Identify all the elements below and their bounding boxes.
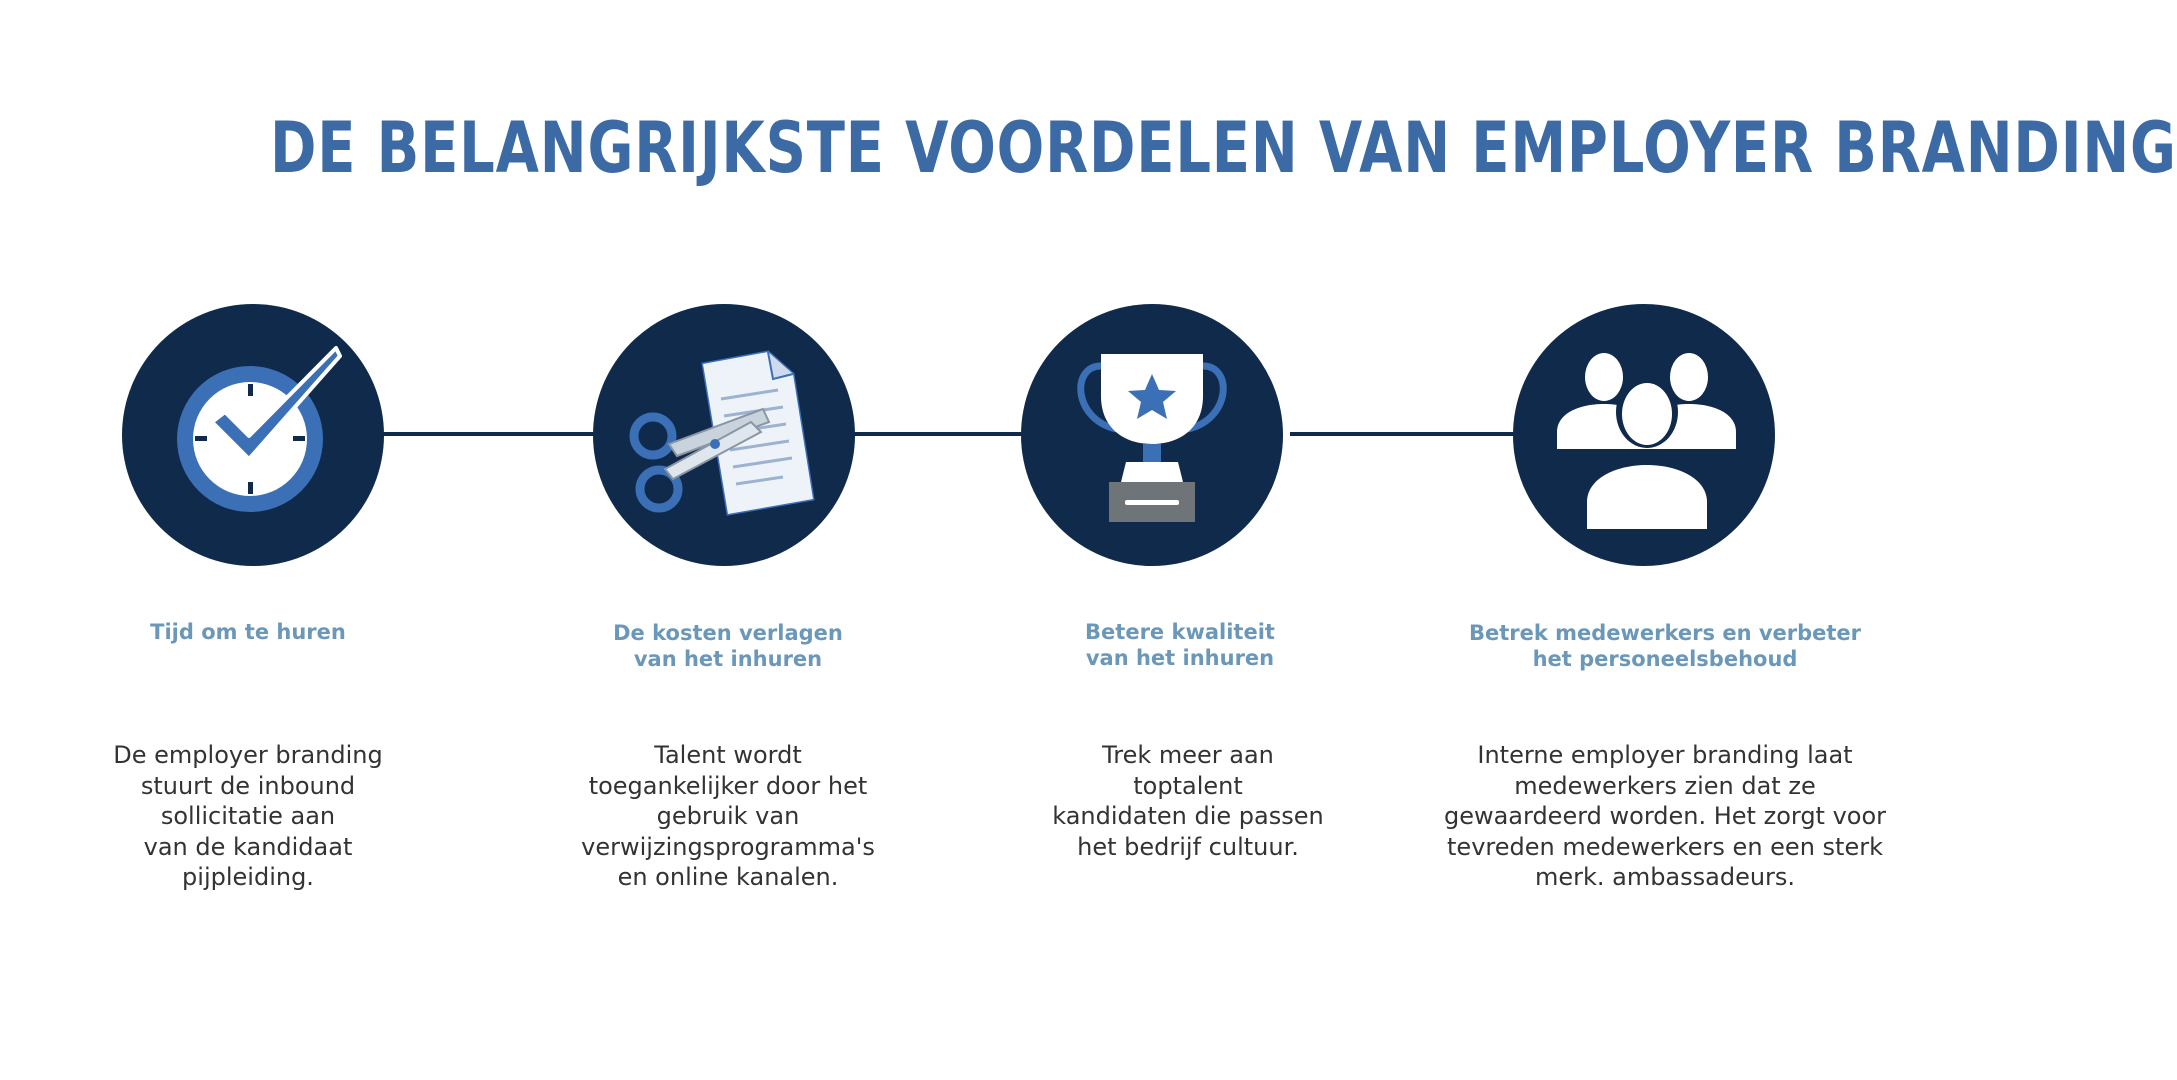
connector-line	[375, 432, 595, 436]
connector-line	[845, 432, 1040, 436]
benefit-icon-circle	[1513, 304, 1775, 566]
benefit-icon-circle	[1021, 304, 1283, 566]
scissors-document-icon	[593, 304, 855, 566]
benefit-description: Trek meer aan toptalent kandidaten die passen het bedrijf cultuur.	[1052, 741, 1324, 861]
benefit-description: Interne employer branding laat medewerkers zien dat ze gewaardeerd worden. Het zorgt voor tevreden medewerkers en een sterk merk. ambassadeurs.	[1443, 741, 1887, 891]
benefit-icon-circle	[122, 304, 384, 566]
connector-line	[1290, 432, 1520, 436]
benefit-description: De employer branding stuurt de inbound sollicitatie aan van de kandidaat pijpleiding.	[113, 741, 383, 891]
benefit-description: Talent wordt toegankelijker door het gebruik van verwijzingsprogramma's en online kanalen.	[581, 741, 875, 891]
page-title: DE BELANGRIJKSTE VOORDELEN VAN EMPLOYER BRANDING	[270, 107, 2177, 189]
benefit-heading: De kosten verlagen van het inhuren	[613, 621, 843, 671]
team-icon	[1513, 304, 1775, 566]
clock-check-icon	[122, 304, 384, 566]
benefit-heading: Betrek medewerkers en verbeter het personeelsbehoud	[1468, 621, 1862, 671]
benefit-heading: Betere kwaliteit van het inhuren	[1085, 620, 1275, 670]
benefit-icon-circle	[593, 304, 855, 566]
trophy-icon	[1021, 304, 1283, 566]
benefit-heading: Tijd om te huren	[150, 620, 346, 644]
